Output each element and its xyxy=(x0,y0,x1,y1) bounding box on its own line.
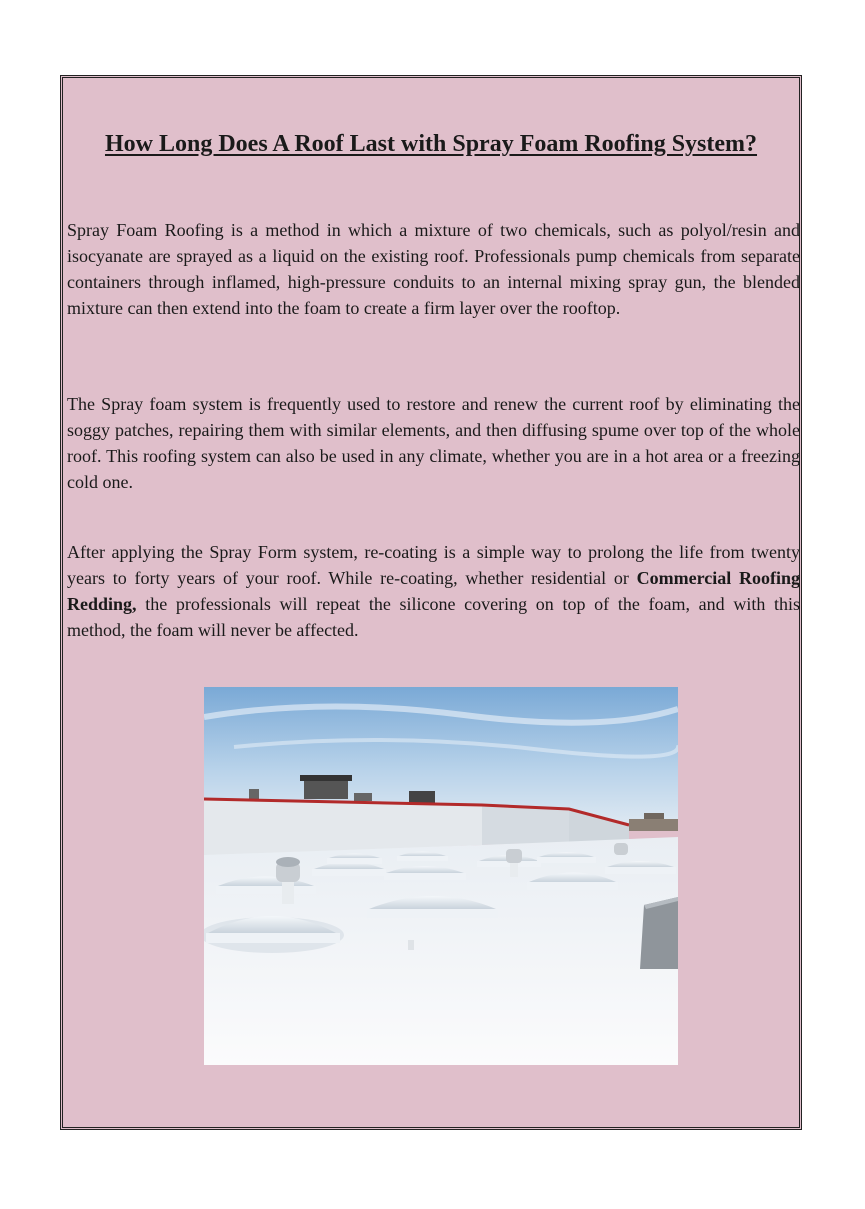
paragraph-spray-foam-definition: Spray Foam Roofing is a method in which a mixture of two chemicals, such as polyol/resin and isocyanate are sprayed as a liquid on the existing roof. Professionals pump chemicals from separate containers through inflamed, high-pressure conduits to an internal mixing spray gun, the blended mixture can then extend into the foam to create a firm layer over the rooftop. xyxy=(67,220,800,318)
roof-photo xyxy=(204,687,678,1065)
paragraph-recoating-text-end: the professionals will repeat the silicone covering on top of the foam, and with this method, the foam will never be affected. xyxy=(67,594,800,640)
document-page xyxy=(60,75,802,1130)
commercial-roofing-link-text: Commercial Roofing Redding, xyxy=(67,568,800,614)
paragraph-restore-renew: The Spray foam system is frequently used to restore and renew the current roof by eliminating the soggy patches, repairing them with similar elements, and then diffusing spume over top of the whole roof. This roofing system can also be used in any climate, whether you are in a hot area or a freezing cold one. xyxy=(67,394,800,492)
paragraph-recoating xyxy=(67,539,800,643)
paragraph-recoating-text-start: After applying the Spray Form system, re-coating is a simple way to prolong the life from twenty years to forty years of your roof. While re-coating, whether residential or xyxy=(67,542,800,588)
page-title: How Long Does A Roof Last with Spray Foam Roofing System? xyxy=(104,131,758,157)
